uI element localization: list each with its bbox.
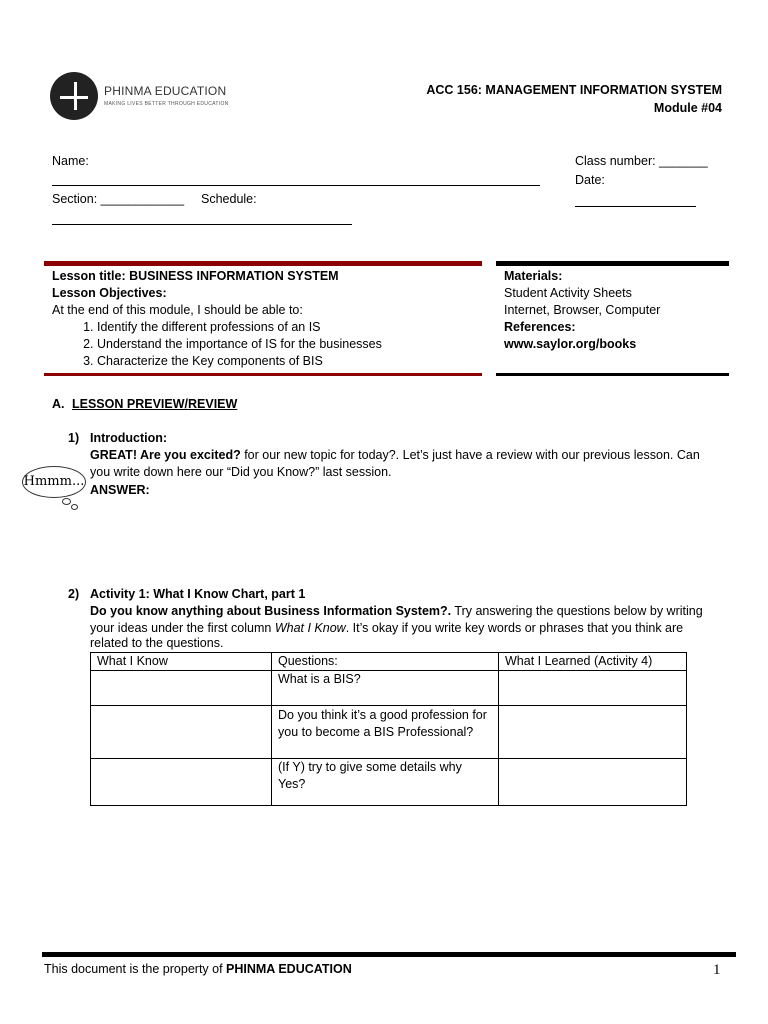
references-label: References:	[504, 320, 576, 334]
course-title: ACC 156: MANAGEMENT INFORMATION SYSTEM	[426, 83, 722, 97]
section-a-title: LESSON PREVIEW/REVIEW	[72, 397, 238, 411]
table-header: What I Know	[91, 653, 272, 671]
module-number: Module #04	[653, 101, 722, 115]
intro-heading: Introduction:	[90, 431, 168, 445]
objectives-intro: At the end of this module, I should be able to:	[52, 303, 303, 317]
question-cell: Do you think it’s a good profession for you to become a BIS Professional?	[272, 706, 499, 759]
lesson-top-bar	[44, 261, 482, 266]
date-underline[interactable]	[575, 206, 696, 207]
footer-org: PHINMA EDUCATION	[226, 962, 352, 976]
date-label: Date:	[575, 173, 605, 187]
material-item: Student Activity Sheets	[504, 286, 632, 300]
activity-para-3: related to the questions.	[90, 636, 224, 650]
footer-text	[44, 961, 352, 978]
question-cell: (If Y) try to give some details why Yes?	[272, 759, 499, 806]
section-label: Section: ____________	[52, 192, 185, 206]
logo-tagline: MAKING LIVES BETTER THROUGH EDUCATION	[104, 101, 229, 107]
material-item: Internet, Browser, Computer	[504, 303, 661, 317]
intro-line-2: you write down here our “Did you Know?” last session.	[90, 465, 392, 479]
activity-para-2-a: your ideas under the first column	[90, 621, 275, 635]
intro-great: GREAT! Are you excited?	[90, 448, 241, 462]
table-row	[91, 759, 687, 806]
intro-text-1: for our new topic for today?. Let’s just have a review with our previous lesson. Can	[240, 448, 700, 462]
what-i-know-cell[interactable]	[91, 759, 272, 806]
class-number-label: Class number: _______	[575, 154, 708, 168]
question-cell: What is a BIS?	[272, 671, 499, 706]
what-i-know-table	[90, 652, 687, 806]
name-underline[interactable]	[52, 185, 540, 186]
materials-label: Materials:	[504, 269, 563, 283]
lesson-bottom-bar	[44, 373, 482, 376]
materials-info	[504, 268, 729, 353]
activity-para-2-italic: What I Know	[274, 621, 346, 635]
footer-prefix: This document is the property of	[44, 962, 227, 976]
intro-line-1	[90, 447, 730, 464]
section-a-letter: A.	[52, 397, 65, 411]
answer-label: ANSWER:	[90, 483, 150, 497]
activity-para-1	[90, 603, 703, 620]
name-label: Name:	[52, 154, 89, 168]
lesson-title: Lesson title: BUSINESS INFORMATION SYSTEM	[52, 269, 339, 283]
activity-para-2-b: . It’s okay if you write key words or phrases that you think are	[345, 621, 684, 635]
table-row	[91, 671, 687, 706]
table-row	[91, 706, 687, 759]
what-i-know-cell[interactable]	[91, 706, 272, 759]
thought-bubble-dot	[62, 498, 71, 505]
logo-name: PHINMA EDUCATION	[104, 84, 227, 98]
page-number: 1	[713, 962, 721, 978]
objective-item: 2. Understand the importance of IS for the businesses	[97, 336, 482, 353]
activity-heading: Activity 1: What I Know Chart, part 1	[90, 587, 306, 601]
activity-number: 2)	[68, 587, 80, 601]
table-header: What I Learned (Activity 4)	[499, 653, 687, 671]
objectives-label: Lesson Objectives:	[52, 286, 167, 300]
footer-bar	[42, 952, 736, 957]
lesson-info	[52, 268, 482, 370]
objective-item: 1. Identify the different professions of an IS	[97, 319, 482, 336]
what-i-learned-cell[interactable]	[499, 671, 687, 706]
materials-top-bar	[496, 261, 729, 266]
what-i-learned-cell[interactable]	[499, 759, 687, 806]
thought-bubble-dot	[71, 504, 78, 510]
schedule-label: Schedule:	[201, 192, 257, 206]
phinma-logo-icon	[50, 72, 98, 120]
what-i-know-cell[interactable]	[91, 671, 272, 706]
intro-number: 1)	[68, 431, 80, 445]
what-i-learned-cell[interactable]	[499, 706, 687, 759]
references-link[interactable]: www.saylor.org/books	[504, 337, 637, 351]
activity-para-1-rest: Try answering the questions below by writing	[451, 604, 703, 618]
table-header: Questions:	[272, 653, 499, 671]
table-header-row	[91, 653, 687, 671]
objectives-list	[52, 319, 482, 370]
objective-item: 3. Characterize the Key components of BIS	[97, 353, 482, 370]
schedule-underline[interactable]	[52, 224, 352, 225]
materials-bottom-bar	[496, 373, 729, 376]
thought-bubble: Hmmm...	[22, 466, 86, 498]
activity-para-1-bold: Do you know anything about Business Information System?.	[90, 604, 452, 618]
